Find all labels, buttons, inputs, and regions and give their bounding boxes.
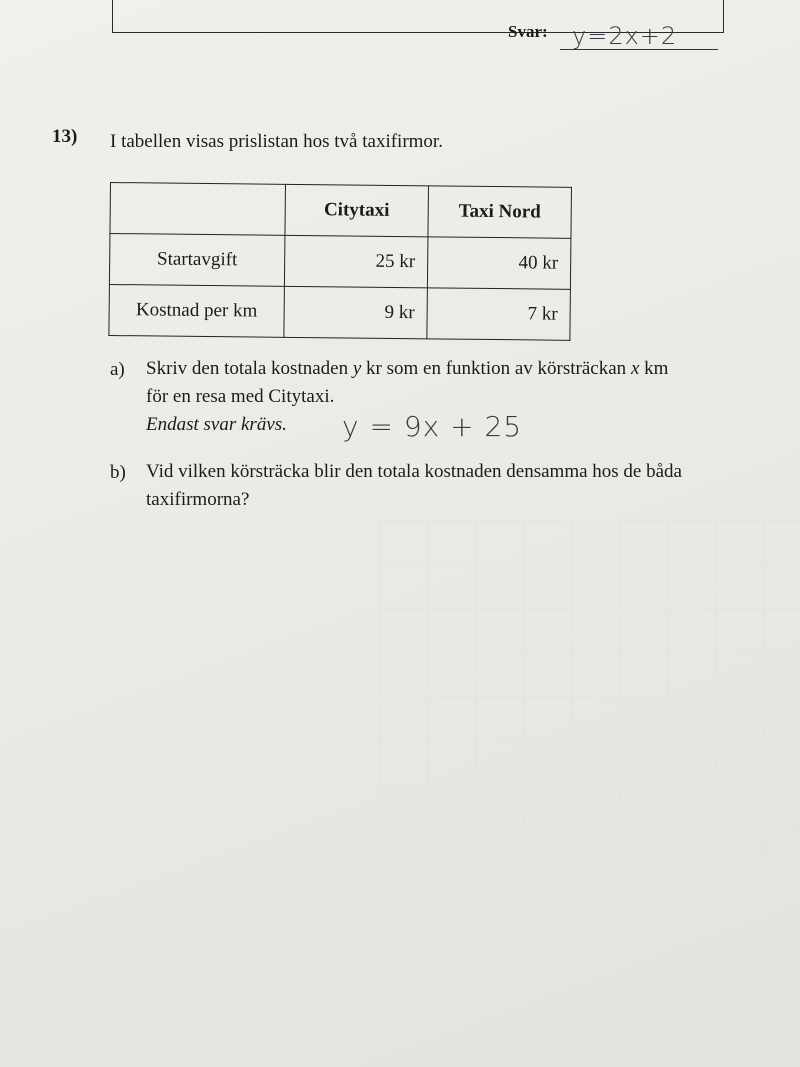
- row-label: Kostnad per km: [109, 284, 285, 337]
- table-header-empty: [110, 183, 286, 236]
- cell-citytaxi: 25 kr: [284, 235, 428, 287]
- part-a-text-post: km: [639, 358, 669, 379]
- table-header-row: [110, 183, 572, 239]
- variable-x: x: [630, 358, 640, 379]
- part-a-note: Endast svar krävs.: [146, 414, 287, 435]
- part-a-handwritten-answer: y = 9x + 25: [342, 410, 523, 443]
- cell-taxinord: 40 kr: [427, 237, 571, 289]
- table-header-citytaxi: Citytaxi: [285, 184, 429, 236]
- table-row: [109, 234, 571, 290]
- part-b-line-1: Vid vilken körsträcka blir den totala kostnaden densamma hos de båda: [146, 461, 682, 482]
- table-row: [109, 284, 571, 340]
- bleed-through-grid: [380, 520, 800, 850]
- variable-y: y: [352, 358, 362, 379]
- price-table: [108, 182, 572, 341]
- svar-label: Svar:: [508, 22, 548, 41]
- cell-citytaxi: 9 kr: [284, 286, 428, 338]
- question-number: 13): [52, 126, 78, 147]
- cell-taxinord: 7 kr: [427, 288, 571, 340]
- question-intro: I tabellen visas prislistan hos två taxifirmor.: [110, 131, 443, 152]
- part-a-text-mid: kr som en funktion av körsträckan: [361, 358, 631, 379]
- svar-handwritten-answer: y=2x+2: [572, 22, 678, 50]
- part-b-letter: b): [110, 462, 126, 483]
- table-header-taxinord: Taxi Nord: [428, 186, 572, 238]
- part-a-text-pre: Skriv den totala kostnaden: [146, 358, 353, 379]
- part-b-text: [146, 458, 786, 514]
- part-a-letter: a): [110, 359, 125, 380]
- row-label: Startavgift: [109, 234, 285, 287]
- part-a-line-1: [146, 355, 746, 383]
- part-a-line-2: för en resa med Citytaxi.: [146, 386, 335, 407]
- part-b-line-2: taxifirmorna?: [146, 489, 250, 510]
